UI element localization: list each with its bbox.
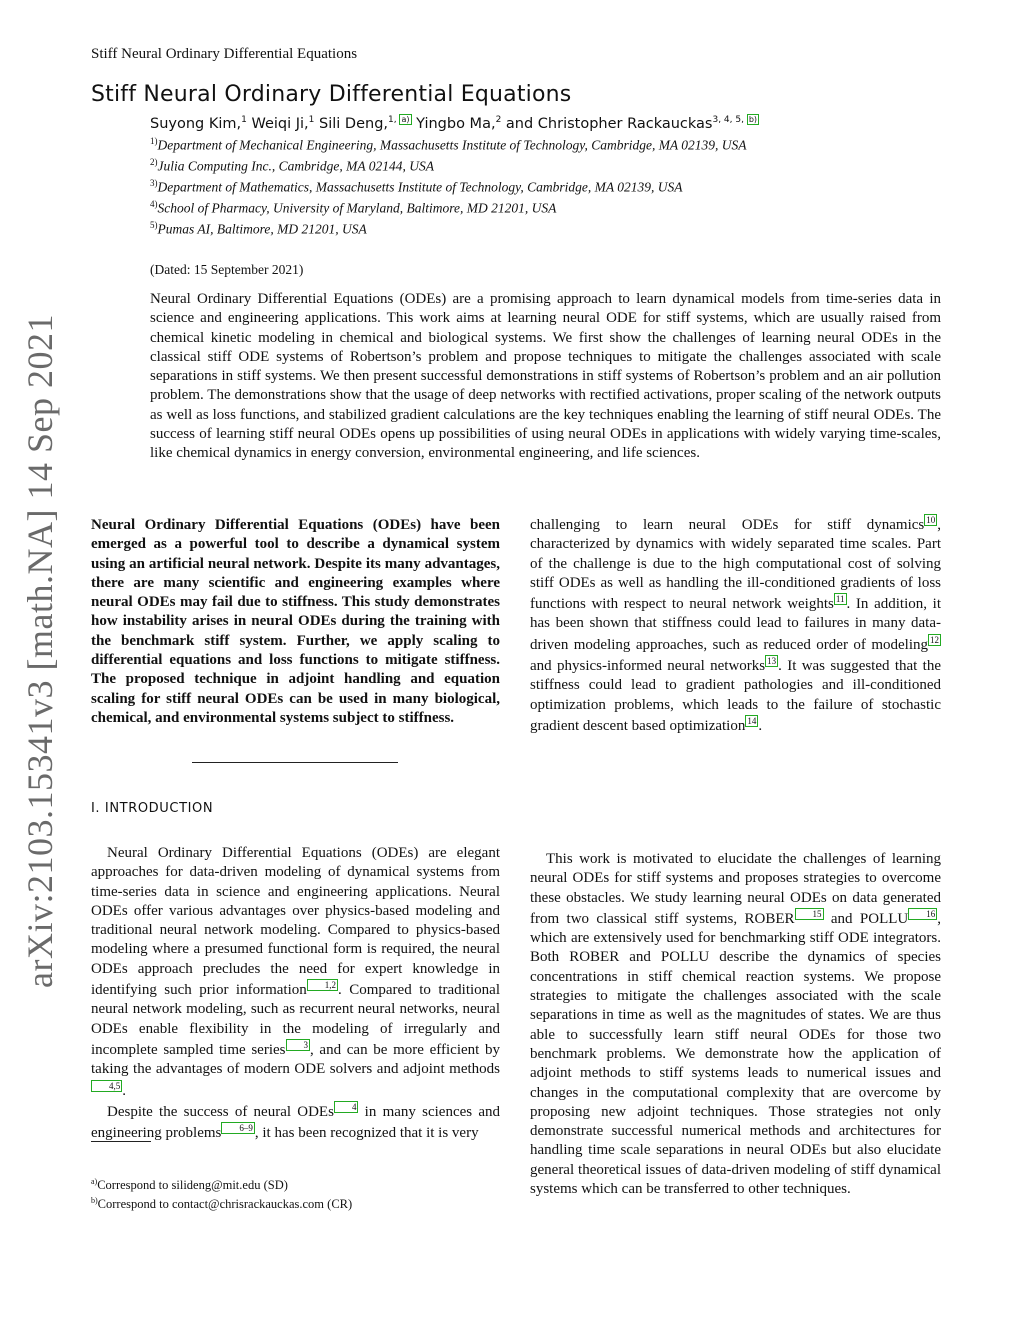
running-title: Stiff Neural Ordinary Differential Equations — [91, 46, 358, 62]
affiliation — [150, 196, 810, 217]
citation-link[interactable]: 4 — [334, 1101, 359, 1113]
text-span: , which are extensively used for benchmarking stiff ODE integrators. Both ROBER and POLLU describe the dynamics of species concentrations in stiff chemical reaction systems. We propose strategies to mitigate the challenges associated with the scale separations in time as well as the magnitudes of states. We are thus able to successfully learn stiff neural ODEs for those two benchmark problems. We demonstrate how the application of adjoint methods to stiff systems leads to numerical issues and changes in the computational complexity that are overcome by proposing new adjoint techniques. Those strategies not only demonstrate successful numerical methods and architectures for handling time scale separations in neural ODEs but also elucidate general theoretical issues of data-driven modeling of stiff dynamical systems which can be transferred to other techniques. — [530, 910, 941, 1198]
affiliation-number: 1) — [150, 136, 158, 146]
intro-paragraph — [91, 1101, 500, 1144]
right-column-paragraph — [530, 514, 941, 736]
citation-link[interactable]: 1,2 — [307, 979, 338, 991]
footnote-rule — [91, 1141, 151, 1142]
citation-link[interactable]: 10 — [926, 515, 936, 525]
divider — [192, 762, 398, 763]
affiliation-number: 4) — [150, 199, 158, 209]
author-name: Yingbo Ma, — [416, 115, 496, 132]
text-span: challenging to learn neural ODEs for stiff dynamics — [530, 517, 925, 533]
text-span: . — [758, 717, 763, 734]
affiliation — [150, 154, 810, 175]
paper-title: Stiff Neural Ordinary Differential Equations — [91, 82, 572, 107]
author-affil: 2 — [495, 115, 502, 125]
affiliation-number: 3) — [150, 178, 158, 188]
footnote-link[interactable]: a) — [401, 115, 410, 124]
text-span: This work is motivated to elucidate the challenges of learning neural ODEs for stiff systems and proposes strategies to overcome these obstacles. We study learning neural ODEs on data generated from two classical stiff systems, ROBER — [530, 851, 941, 927]
arxiv-stamp — [0, 0, 80, 1325]
citation-link[interactable]: 11 — [835, 594, 845, 605]
text-span: . Compared to traditional neural network modeling, such as recurrent neural networks, neural ODEs enable flexibility in the modeling of irregularly and incomplete sampled time series — [91, 982, 500, 1058]
affiliation — [150, 175, 810, 196]
affiliation-text: Department of Mechanical Engineering, Massachusetts Institute of Technology, Cambridge, MA 02139, USA — [157, 137, 747, 153]
text-span: and physics-informed neural networks — [530, 658, 766, 675]
section-heading: I. INTRODUCTION — [91, 801, 214, 816]
author-name: Suyong Kim, — [150, 115, 242, 132]
footnotes — [91, 1174, 352, 1212]
text-span: Despite the success of neural ODEs — [107, 1103, 334, 1120]
abstract: Neural Ordinary Differential Equations (ODEs) are a promising approach to learn dynamical models from time-series data in science and engineering applications. This work aims at learning neural ODE for stiff systems, which are usually raised from chemical kinetic modeling in chemical and biological systems. We first show the challenges of learning neural ODEs in the classical stiff ODE systems of Robertson’s problem and propose techniques to mitigate the challenges associated with scale separations in stiff systems. We then present successful demonstrations in stiff systems of Robertson’s problem and an air pollution problem. The demonstrations show that the usage of deep networks with rectified activations, proper scaling of the network outputs as well as loss functions, and stabilized gradient calculations are the key techniques enabling the learning of stiff neural ODEs. The success of learning stiff neural ODEs opens up possibilities of using neural ODEs in applications with widely varying time-scales, like chemical dynamics in energy conversion, environmental engineering, and life sciences. — [150, 291, 941, 462]
text-span: , characterized by dynamics with widely separated time scales. Part of the challenge is due to the high computational cost of solving stiff ODEs as well as handling the ill-conditioned gradients of loss functions with respect to neural network weights — [530, 517, 941, 613]
affiliation-text: School of Pharmacy, University of Maryland, Baltimore, MD 21201, USA — [157, 200, 557, 216]
author-list — [150, 114, 759, 132]
text-span: . It was suggested that the stiffness could lead to gradient pathologies and ill-conditioned optimization problems, which leads to the failure of stochastic gradient descent based optimization — [530, 658, 941, 734]
affiliation-list — [150, 133, 810, 238]
affiliation-number: 2) — [150, 157, 158, 167]
affiliation-number: 5) — [150, 220, 158, 230]
author-name: Weiqi Ji, — [251, 115, 309, 132]
citation-link[interactable]: 13 — [767, 656, 777, 667]
text-span: in many sciences and engineering problems — [91, 1103, 500, 1142]
author-affil: 1 — [308, 115, 315, 125]
text-span: . — [122, 1082, 126, 1099]
citation-link[interactable]: 4,5 — [91, 1080, 122, 1092]
text-span: and POLLU — [823, 910, 909, 927]
citation-link[interactable]: 15 — [795, 908, 824, 920]
text-span: , it has been recognized that it is very — [254, 1125, 479, 1142]
text-span: . In addition, it has been shown that stiffness could lead to failures in many data-driven modeling approaches, such as reduced order of modeling — [530, 596, 941, 653]
affiliation — [150, 217, 810, 238]
author-affil: 3, 4, 5, — [712, 115, 747, 125]
intro-paragraph — [530, 850, 941, 1199]
lead-paragraph: Neural Ordinary Differential Equations (ODEs) have been emerged as a powerful tool to describe a dynamical system using an artificial neural network. Despite its many advantages, there are many scientific and engineering examples where neural ODEs may fail due to stiffness. This study demonstrates how instability arises in neural ODEs during the training with the benchmark stiff system. Further, we apply scaling to differential equations and loss functions to mitigate stiffness. The proposed technique in adjoint handling and equation scaling for stiff neural ODEs can be used in many biological, chemical, and environmental systems subject to stiffness. — [91, 517, 500, 726]
intro-left-column — [91, 844, 500, 1143]
author-name: and Christopher Rackauckas — [505, 115, 713, 132]
footnote-text: Correspond to contact@chrisrackauckas.com (CR) — [97, 1197, 353, 1212]
citation-link[interactable]: 12 — [930, 634, 939, 645]
footnote-mark: b) — [91, 1196, 98, 1206]
author-name: Sili Deng, — [319, 115, 389, 132]
affiliation-text: Pumas AI, Baltimore, MD 21201, USA — [157, 221, 367, 237]
affiliation-text: Department of Mathematics, Massachusetts Institute of Technology, Cambridge, MA 02139, USA — [157, 179, 683, 195]
author-affil: 1, — [388, 115, 400, 125]
footnote — [91, 1174, 352, 1193]
intro-right-column — [530, 850, 941, 1199]
citation-link[interactable]: 6–9 — [221, 1122, 255, 1134]
arxiv-stamp-text: arXiv:2103.15341v3 [math.NA] 14 Sep 2021 — [20, 314, 60, 988]
citation-link[interactable]: 14 — [747, 715, 757, 726]
citation-link[interactable]: 3 — [286, 1039, 311, 1051]
footnote — [91, 1193, 352, 1212]
author-affil: 1 — [241, 115, 247, 125]
affiliation — [150, 133, 810, 154]
date-line: (Dated: 15 September 2021) — [150, 262, 304, 277]
footnote-text: Correspond to silideng@mit.edu (SD) — [97, 1178, 288, 1193]
footnote-link[interactable]: b) — [748, 115, 758, 124]
footnote-mark: a) — [91, 1177, 98, 1186]
intro-paragraph — [91, 844, 500, 1101]
text-span: Neural Ordinary Differential Equations (ODEs) are elegant approaches for data-driven modeling of dynamical systems from time-series data in science and engineering applications. Neural ODEs offer various advantages over physics-based modeling and traditional neural network modeling. Compared to physics-based modeling where a presumed functional form is required, the neural ODEs approach precludes the need for expert knowledge in identifying such prior information — [91, 845, 500, 999]
affiliation-text: Julia Computing Inc., Cambridge, MA 02144, USA — [157, 158, 434, 174]
text-span: , and can be more efficient by taking the advantages of modern ODE solvers and adjoint methods — [91, 1041, 500, 1078]
citation-link[interactable]: 16 — [908, 908, 937, 920]
